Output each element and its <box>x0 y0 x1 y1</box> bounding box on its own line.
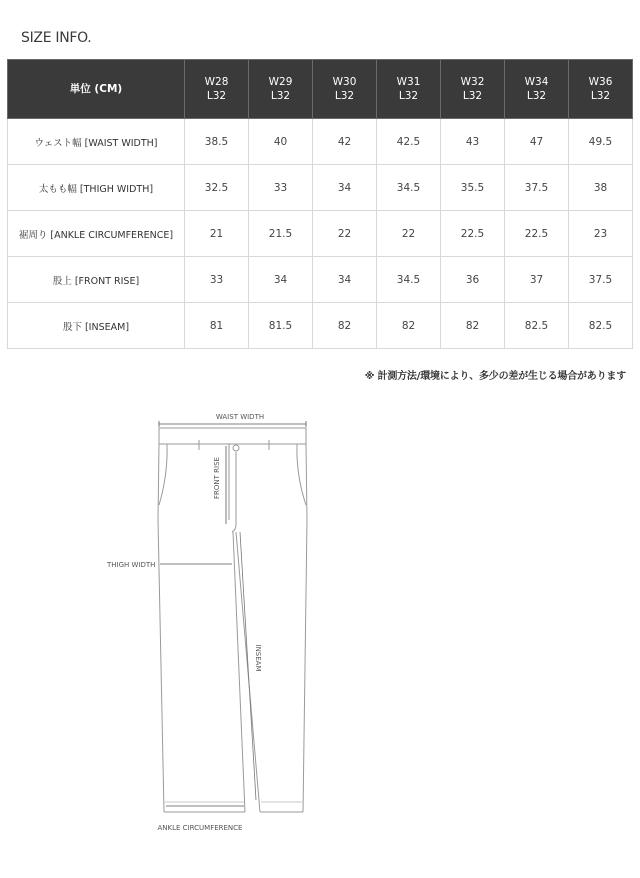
length-size: L32 <box>398 90 419 102</box>
measurement-value: 37 <box>505 257 569 303</box>
measurement-value: 47 <box>505 119 569 165</box>
table-body <box>8 119 633 349</box>
length-size: L32 <box>526 90 547 102</box>
size-column-header <box>569 60 633 119</box>
table-header-row <box>8 60 633 119</box>
measurement-value: 38.5 <box>185 119 249 165</box>
table-row <box>8 257 633 303</box>
page-title: SIZE INFO. <box>21 30 92 46</box>
table-row <box>8 211 633 257</box>
size-column-header <box>185 60 249 119</box>
measurement-value: 21.5 <box>249 211 313 257</box>
measurement-value: 22.5 <box>505 211 569 257</box>
measurement-value: 21 <box>185 211 249 257</box>
measurement-value: 36 <box>441 257 505 303</box>
measurement-value: 34 <box>313 165 377 211</box>
measurement-value: 82 <box>313 303 377 349</box>
waist-size: W34 <box>524 76 549 88</box>
table-row <box>8 119 633 165</box>
measurement-value: 82.5 <box>505 303 569 349</box>
length-size: L32 <box>590 90 611 102</box>
waist-size: W29 <box>268 76 293 88</box>
measurement-value: 34.5 <box>377 165 441 211</box>
measurement-value: 34.5 <box>377 257 441 303</box>
measurement-label: 太もも幅 [THIGH WIDTH] <box>8 165 185 211</box>
length-size: L32 <box>270 90 291 102</box>
pants-diagram <box>0 395 640 845</box>
measurement-value: 22.5 <box>441 211 505 257</box>
measurement-value: 33 <box>185 257 249 303</box>
waist-size: W32 <box>460 76 485 88</box>
table-row <box>8 165 633 211</box>
measurement-value: 81 <box>185 303 249 349</box>
measurement-value: 34 <box>249 257 313 303</box>
measurement-note: ※ 計測方法/環境により、多少の差が生じる場合があります <box>364 371 626 382</box>
measurement-value: 40 <box>249 119 313 165</box>
unit-header: 単位 (CM) <box>8 60 185 119</box>
size-column-header <box>377 60 441 119</box>
waist-size: W30 <box>332 76 357 88</box>
front-rise-label: FRONT RISE <box>213 457 221 499</box>
measurement-value: 81.5 <box>249 303 313 349</box>
measurement-value: 82.5 <box>569 303 633 349</box>
length-size: L32 <box>462 90 483 102</box>
measurement-label: 股下 [INSEAM] <box>8 303 185 349</box>
thigh-width-label: THIGH WIDTH <box>107 561 156 569</box>
length-size: L32 <box>334 90 355 102</box>
waist-size: W36 <box>588 76 613 88</box>
inseam-label: INSEAM <box>254 644 262 672</box>
measurement-value: 37.5 <box>569 257 633 303</box>
measurement-label: ウェスト幅 [WAIST WIDTH] <box>8 119 185 165</box>
measurement-label: 股上 [FRONT RISE] <box>8 257 185 303</box>
size-column-header <box>313 60 377 119</box>
measurement-value: 49.5 <box>569 119 633 165</box>
measurement-value: 23 <box>569 211 633 257</box>
length-size: L32 <box>206 90 227 102</box>
ankle-circumference-label: ANKLE CIRCUMFERENCE <box>157 824 243 832</box>
size-table <box>7 59 633 349</box>
measurement-value: 22 <box>313 211 377 257</box>
measurement-value: 33 <box>249 165 313 211</box>
waist-width-label: WAIST WIDTH <box>215 413 265 421</box>
measurement-value: 82 <box>377 303 441 349</box>
measurement-label: 裾周り [ANKLE CIRCUMFERENCE] <box>8 211 185 257</box>
measurement-value: 43 <box>441 119 505 165</box>
measurement-value: 34 <box>313 257 377 303</box>
size-column-header <box>505 60 569 119</box>
size-column-header <box>249 60 313 119</box>
waist-size: W31 <box>396 76 421 88</box>
measurement-value: 22 <box>377 211 441 257</box>
table-row <box>8 303 633 349</box>
measurement-value: 38 <box>569 165 633 211</box>
measurement-value: 35.5 <box>441 165 505 211</box>
measurement-value: 82 <box>441 303 505 349</box>
measurement-value: 42.5 <box>377 119 441 165</box>
size-column-header <box>441 60 505 119</box>
measurement-value: 42 <box>313 119 377 165</box>
measurement-value: 37.5 <box>505 165 569 211</box>
waist-size: W28 <box>204 76 229 88</box>
measurement-value: 32.5 <box>185 165 249 211</box>
